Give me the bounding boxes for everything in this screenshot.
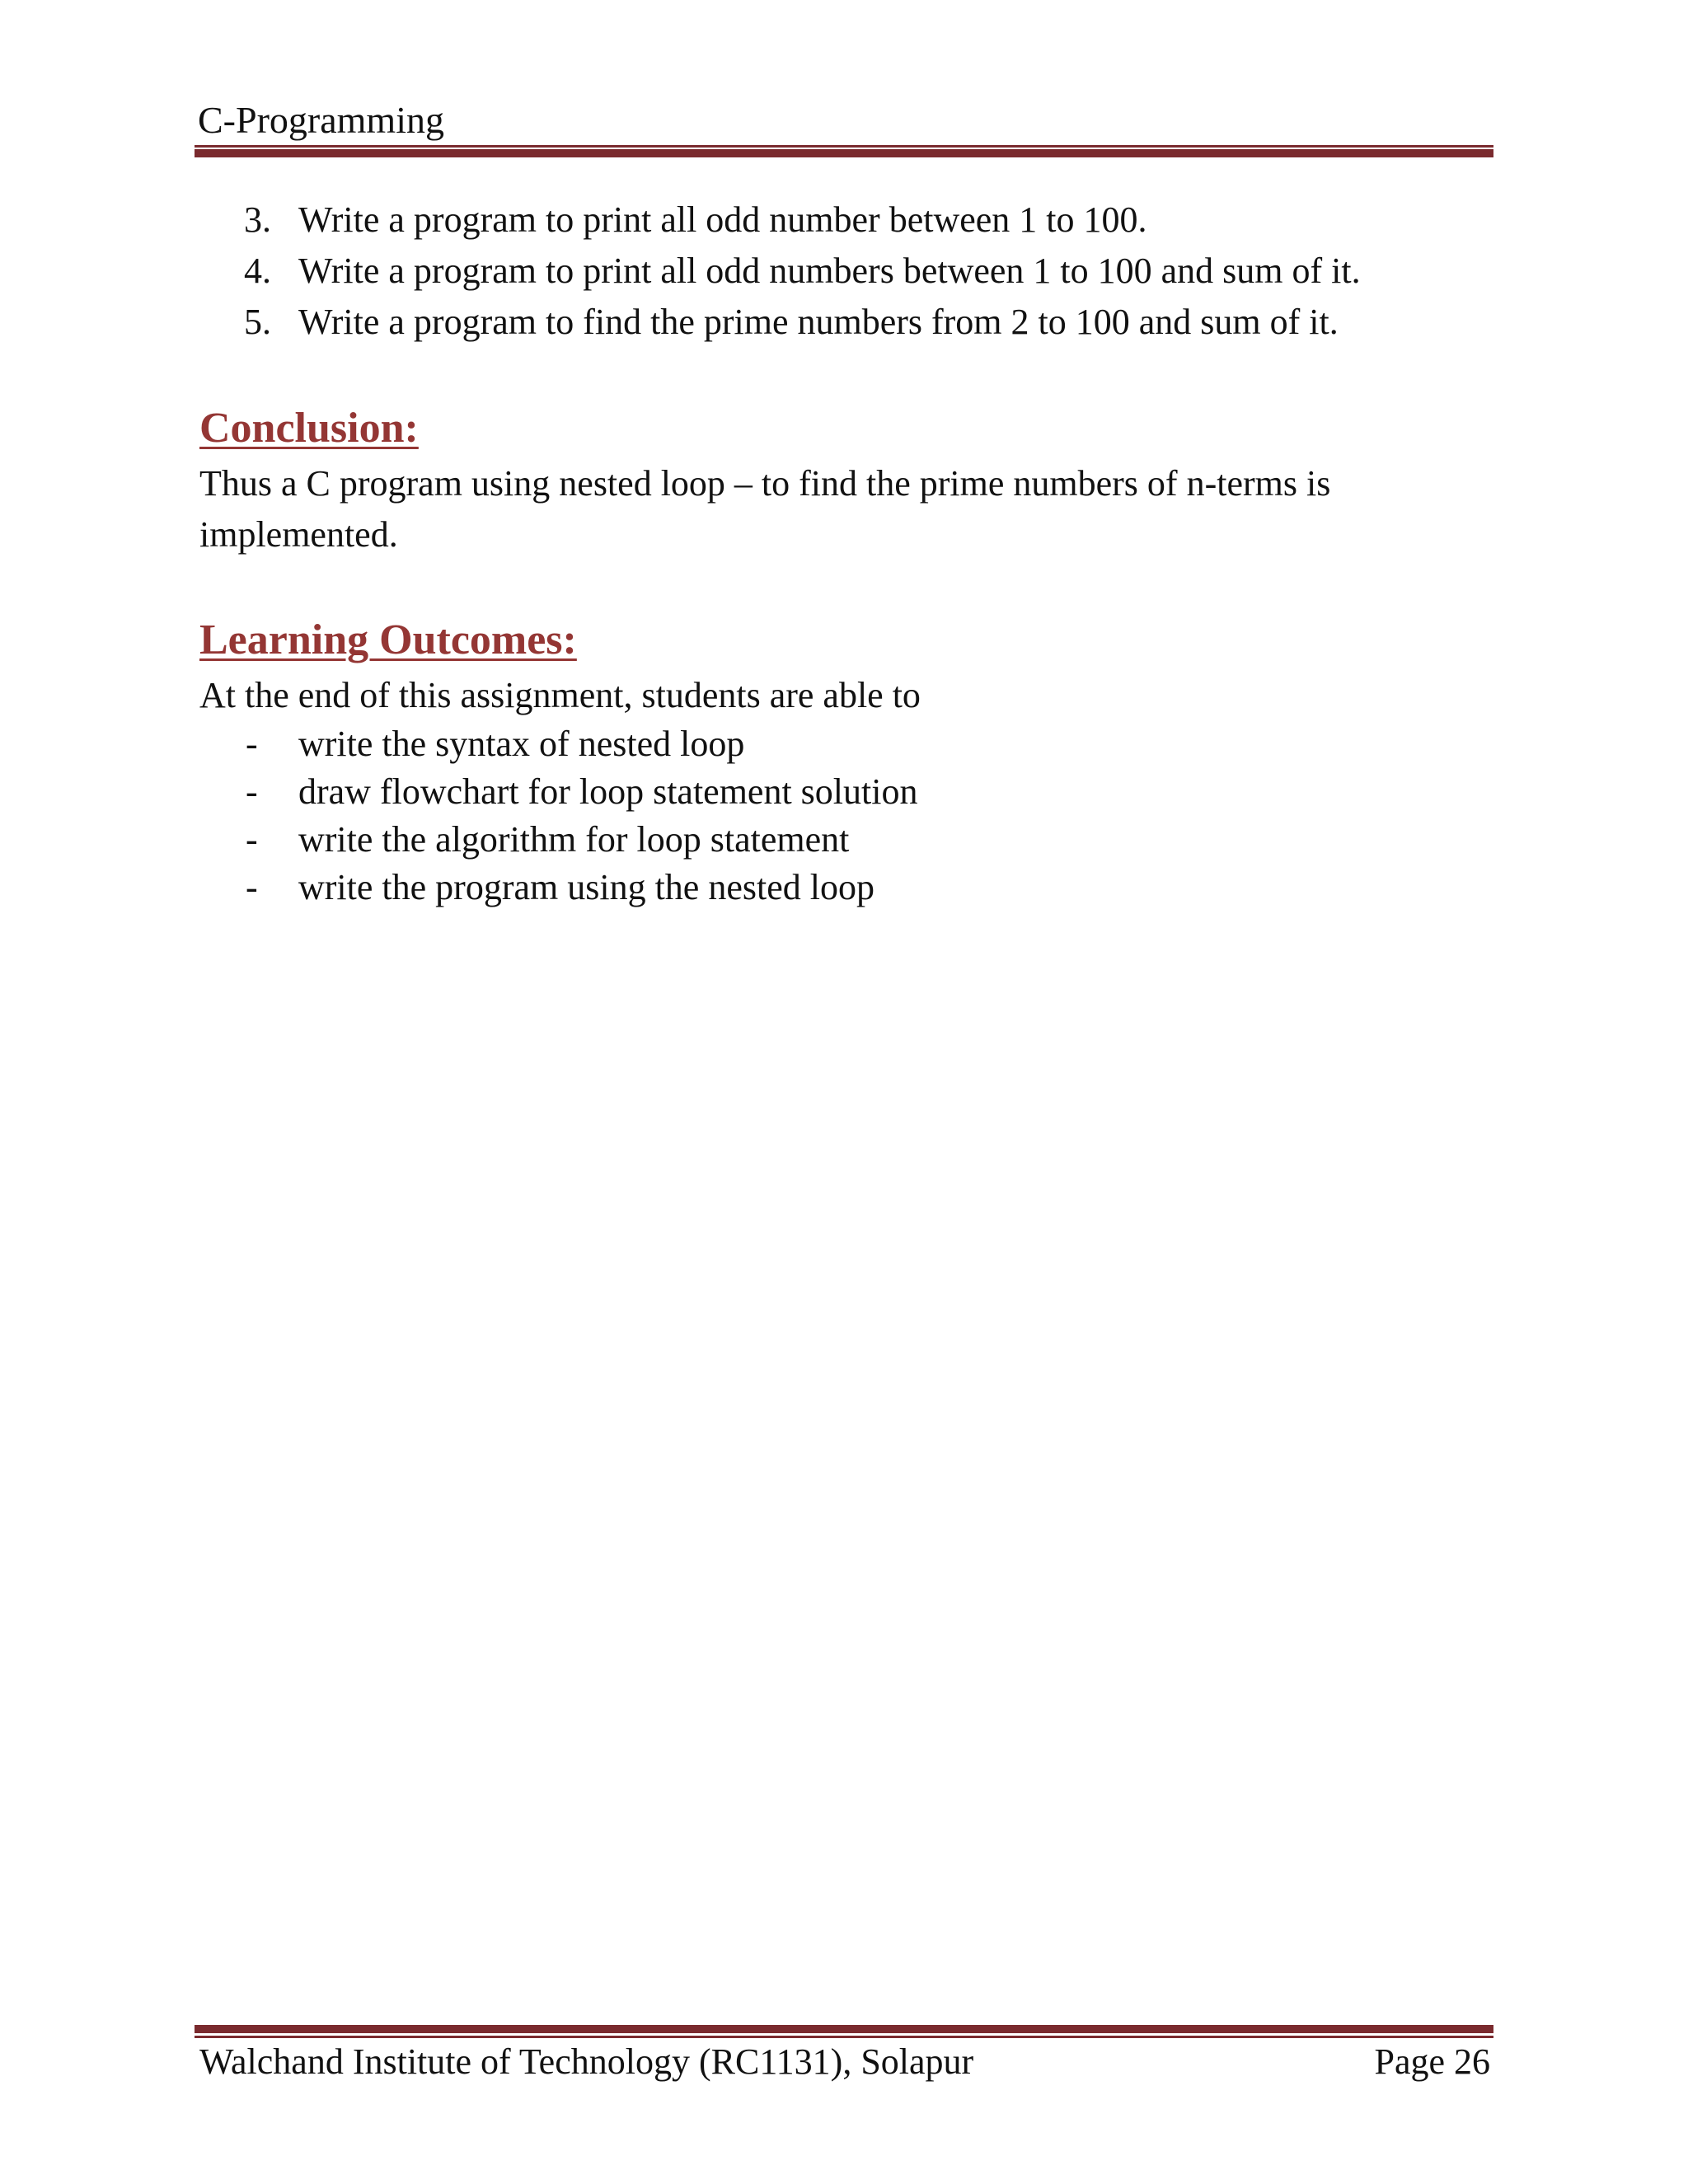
conclusion-line-2: implemented. (199, 514, 398, 555)
list-item (246, 816, 917, 864)
header-rule-thin (195, 145, 1493, 148)
outcome-text: write the syntax of nested loop (298, 724, 745, 764)
footer-rule-thick (195, 2025, 1493, 2033)
learning-outcomes-intro: At the end of this assignment, students are able to (199, 675, 921, 715)
exercise-number: 5. (244, 302, 271, 342)
list-item (246, 864, 917, 912)
bullet-dash: - (246, 724, 258, 764)
exercise-number: 4. (244, 251, 271, 291)
outcome-text: write the algorithm for loop statement (298, 819, 850, 860)
list-item (246, 720, 917, 768)
exercise-list (244, 194, 1361, 348)
exercise-text: Write a program to print all odd numbers between 1 to 100 and sum of it. (298, 251, 1361, 291)
exercise-item (244, 297, 1361, 348)
footer-rule-thin (195, 2036, 1493, 2038)
footer-institute: Walchand Institute of Technology (RC1131), Solapur (199, 2041, 974, 2082)
bullet-dash: - (246, 867, 258, 907)
outcome-text: write the program using the nested loop (298, 867, 874, 907)
conclusion-line-1: Thus a C program using nested loop – to find the prime numbers of n-terms is (199, 463, 1331, 504)
conclusion-heading: Conclusion: (199, 405, 419, 452)
outcome-text: draw flowchart for loop statement solution (298, 771, 918, 812)
exercise-text: Write a program to print all odd number between 1 to 100. (298, 199, 1147, 240)
header-rule-thick (195, 149, 1493, 157)
exercise-text: Write a program to find the prime numbers from 2 to 100 and sum of it. (298, 302, 1339, 342)
bullet-dash: - (246, 819, 258, 860)
learning-outcomes-heading: Learning Outcomes: (199, 616, 577, 663)
bullet-dash: - (246, 771, 258, 812)
exercise-item (244, 246, 1361, 297)
learning-outcomes-list (246, 720, 917, 912)
list-item (246, 768, 917, 816)
page-number: Page 26 (1374, 2041, 1490, 2082)
header-title: C-Programming (198, 99, 444, 141)
exercise-item (244, 194, 1361, 246)
exercise-number: 3. (244, 199, 271, 240)
